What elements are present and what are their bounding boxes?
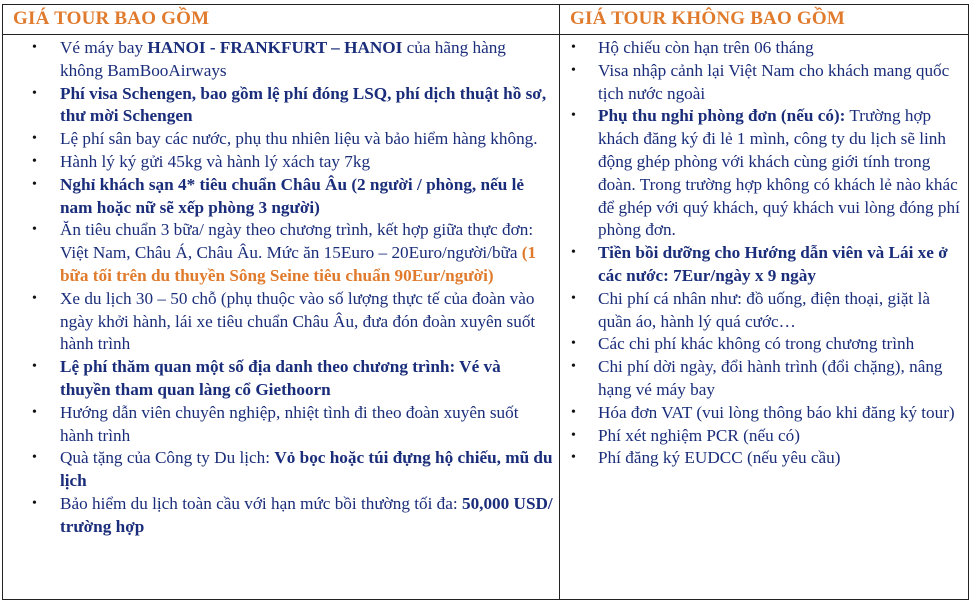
list-item: • Các chi phí khác không có trong chương trình bbox=[560, 333, 962, 356]
bullet-icon: • bbox=[32, 153, 37, 169]
list-item: • Vé máy bay HANOI - FRANKFURT – HANOI của hãng hàng không BamBooAirways bbox=[32, 38, 506, 80]
bullet-icon: • bbox=[32, 495, 37, 511]
included-header: GIÁ TOUR BAO GỒM bbox=[3, 5, 560, 35]
list-item: • Phí đăng ký EUDCC (nếu yêu cầu) bbox=[560, 447, 962, 470]
bullet-icon: • bbox=[571, 290, 576, 306]
bullet-icon: • bbox=[32, 40, 37, 55]
list-item: • Chi phí cá nhân như: đồ uống, điện thoại, giặt là quần áo, hành lý quá cước… bbox=[571, 288, 931, 331]
bullet-icon: • bbox=[571, 40, 576, 55]
list-item: • Lệ phí thăm quan một số địa danh theo chương trình: Vé và thuyền tham quan làng cổ Giethoorn bbox=[32, 357, 501, 399]
bullet-icon: • bbox=[571, 108, 576, 124]
bullet-icon: • bbox=[571, 404, 576, 420]
bullet-icon: • bbox=[32, 359, 37, 375]
bullet-icon: • bbox=[32, 404, 37, 420]
list-item: • Hộ chiếu còn hạn trên 06 tháng bbox=[560, 37, 962, 60]
list-item: • Xe du lịch 30 – 50 chỗ (phụ thuộc vào số lượng thực tế của đoàn vào ngày khởi hành, lái xe tiêu chuẩn Châu Âu, đưa đón đoàn xuyên suốt hành trình bbox=[32, 288, 536, 354]
list-item: • Quà tặng của Công ty Du lịch: Vỏ bọc hoặc túi đựng hộ chiếu, mũ du lịch bbox=[32, 448, 553, 491]
list-item: • Lệ phí sân bay các nước, phụ thu nhiên liệu và bảo hiểm hàng không. bbox=[3, 128, 553, 151]
list-item: • Bảo hiểm du lịch toàn cầu với hạn mức bồi thường tối đa: 50,000 USD/ trường hợp bbox=[32, 493, 553, 536]
list-item: • Tiền bồi dưỡng cho Hướng dẫn viên và Lái xe ở các nước: 7Eur/ngày x 9 ngày bbox=[571, 243, 948, 285]
bullet-icon: • bbox=[32, 290, 37, 306]
list-item: • Hóa đơn VAT (vui lòng thông báo khi đăng ký tour) bbox=[560, 402, 962, 425]
excluded-list bbox=[560, 35, 968, 470]
bullet-icon: • bbox=[32, 176, 37, 192]
excluded-header: GIÁ TOUR KHÔNG BAO GỒM bbox=[560, 5, 969, 35]
bullet-icon: • bbox=[571, 359, 576, 375]
tour-price-table bbox=[2, 4, 969, 600]
bullet-icon: • bbox=[571, 245, 576, 261]
list-item: • Visa nhập cảnh lại Việt Nam cho khách mang quốc tịch nước ngoài bbox=[571, 60, 950, 103]
included-list bbox=[3, 35, 559, 539]
list-item: • Nghỉ khách sạn 4* tiêu chuẩn Châu Âu (2 người / phòng, nếu lẻ nam hoặc nữ sẽ xếp phòng 3 người) bbox=[32, 174, 524, 217]
excluded-cell bbox=[560, 35, 969, 600]
header-row bbox=[3, 5, 969, 35]
bullet-icon: • bbox=[32, 222, 37, 238]
content-row bbox=[3, 35, 969, 600]
bullet-icon: • bbox=[32, 131, 37, 147]
bullet-icon: • bbox=[571, 62, 576, 78]
included-cell bbox=[3, 35, 560, 600]
bullet-icon: • bbox=[571, 336, 576, 352]
list-item: • Ăn tiêu chuẩn 3 bữa/ ngày theo chương trình, kết hợp giữa thực đơn: Việt Nam, Châu Á, Châu Âu. Mức ăn 15Euro – 20Euro/người/bữa (1 bữa tối trên du thuyền Sông Seine tiêu chuẩn 90Eur/người) bbox=[32, 220, 537, 285]
list-item: • Phụ thu nghỉ phòng đơn (nếu có): Trường hợp khách đăng ký đi lẻ 1 mình, công ty du lịch sẽ linh động ghép phòng với khách cùng giới tính trong đoàn. Trong trường hợp không có khách lẻ nào khác để ghép với quý khách, quý khách vui lòng đóng phí phòng đơn. bbox=[571, 106, 960, 240]
bullet-icon: • bbox=[571, 450, 576, 466]
list-item: • Hành lý ký gửi 45kg và hành lý xách tay 7kg bbox=[3, 151, 553, 174]
bullet-icon: • bbox=[571, 427, 576, 443]
bullet-icon: • bbox=[32, 450, 37, 466]
list-item: • Phí xét nghiệm PCR (nếu có) bbox=[560, 425, 962, 448]
list-item: • Phí visa Schengen, bao gồm lệ phí đóng LSQ, phí dịch thuật hồ sơ, thư mời Schengen bbox=[32, 83, 547, 126]
bullet-icon: • bbox=[32, 85, 37, 101]
list-item: • Chi phí dời ngày, đổi hành trình (đổi chặng), nâng hạng vé máy bay bbox=[571, 357, 943, 399]
list-item: • Hướng dẫn viên chuyên nghiệp, nhiệt tình đi theo đoàn xuyên suốt hành trình bbox=[32, 402, 519, 445]
